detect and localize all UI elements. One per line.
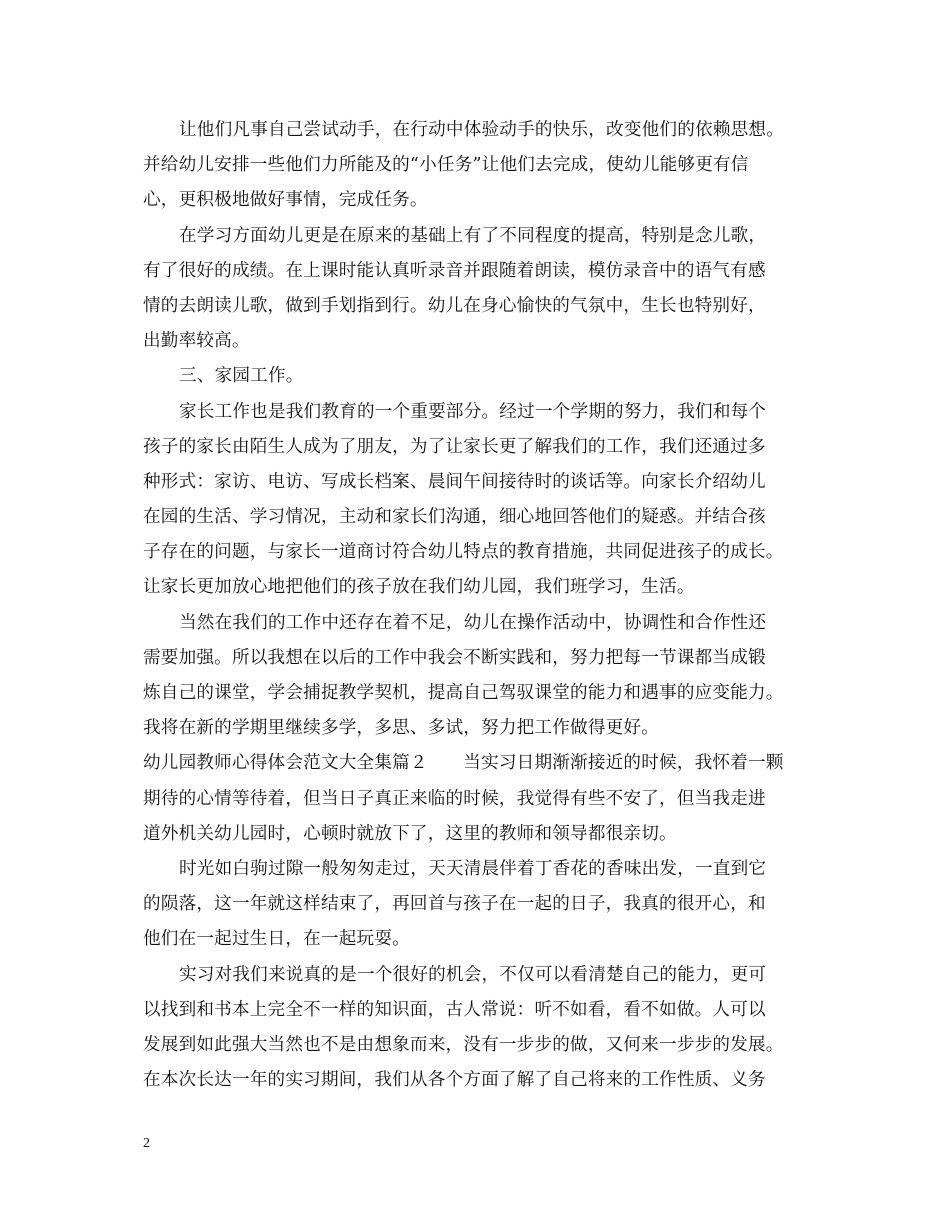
text-line: 在园的生活、学习情况，主动和家长们沟通，细心地回答他们的疑惑。并结合孩	[143, 507, 766, 528]
text-line: 心，更积极地做好事情，完成任务。	[143, 190, 428, 211]
text-line: 以找到和书本上完全不一样的知识面，古人常说：听不如看，看不如做。人可以	[143, 999, 766, 1020]
text-line: 我将在新的学期里继续多学，多思、多试，努力把工作做得更好。	[143, 718, 660, 739]
text-line: 期待的心情等待着，但当日子真正来临的时候，我觉得有些不安了，但当我走进	[143, 788, 766, 809]
text-line: 三、家园工作。	[179, 366, 304, 387]
text-line: 需要加强。所以我想在以后的工作中我会不断实践和，努力把每一节课都当成锻	[143, 647, 766, 668]
text-line: 家长工作也是我们教育的一个重要部分。经过一个学期的努力，我们和每个	[179, 401, 767, 422]
text-line: 道外机关幼儿园时，心顿时就放下了，这里的教师和领导都很亲切。	[143, 823, 677, 844]
document-body	[143, 113, 833, 1098]
text-line: 当然在我们的工作中还存在着不足，幼儿在操作活动中，协调性和合作性还	[179, 612, 767, 633]
page-number: 2	[143, 1136, 150, 1151]
text-line: 炼自己的课堂，学会捕捉教学契机，提高自己驾驭课堂的能力和遇事的应变能力。	[143, 683, 784, 703]
text-line: 让家长更加放心地把他们的孩子放在我们幼儿园，我们班学习，生活。	[143, 577, 695, 598]
text-line: 在学习方面幼儿更是在原来的基础上有了不同程度的提高，特别是念儿歌，	[179, 225, 767, 246]
text-line: 并给幼儿安排一些他们力所能及的“小任务”让他们去完成，使幼儿能够更有信	[143, 155, 749, 176]
text-line: 出勤率较高。	[143, 331, 250, 352]
text-line: 在本次长达一年的实习期间，我们从各个方面了解了自己将来的工作性质、义务	[143, 1070, 766, 1091]
text-line: 他们在一起过生日，在一起玩耍。	[143, 929, 410, 950]
text-line: 孩子的家长由陌生人成为了朋友，为了让家长更了解我们的工作，我们还通过多	[143, 436, 766, 457]
text-line: 幼儿园教师心得体会范文大全集篇２ 当实习日期渐渐接近的时候，我怀着一颗	[143, 753, 784, 774]
text-line: 有了很好的成绩。在上课时能认真听录音并跟随着朗读，模仿录音中的语气有感	[143, 260, 766, 281]
text-line: 发展到如此强大当然也不是由想象而来，没有一步步的做，又何来一步步的发展。	[143, 1034, 784, 1055]
text-line: 子存在的问题，与家长一道商讨符合幼儿特点的教育措施，共同促进孩子的成长。	[143, 542, 784, 563]
text-line: 情的去朗读儿歌，做到手划指到行。幼儿在身心愉快的气氛中，生长也特别好，	[143, 295, 766, 316]
text-line: 时光如白驹过隙一般匆匆走过，天天清晨伴着丁香花的香味出发，一直到它	[179, 858, 767, 879]
text-line: 的陨落，这一年就这样结束了，再回首与孩子在一起的日子，我真的很开心，和	[143, 894, 766, 915]
text-line: 让他们凡事自己尝试动手，在行动中体验动手的快乐，改变他们的依赖思想。	[179, 120, 784, 140]
text-line: 种形式：家访、电访、写成长档案、晨间午间接待时的谈话等。向家长介绍幼儿	[143, 471, 766, 492]
text-line: 实习对我们来说真的是一个很好的机会，不仅可以看清楚自己的能力，更可	[179, 964, 767, 985]
